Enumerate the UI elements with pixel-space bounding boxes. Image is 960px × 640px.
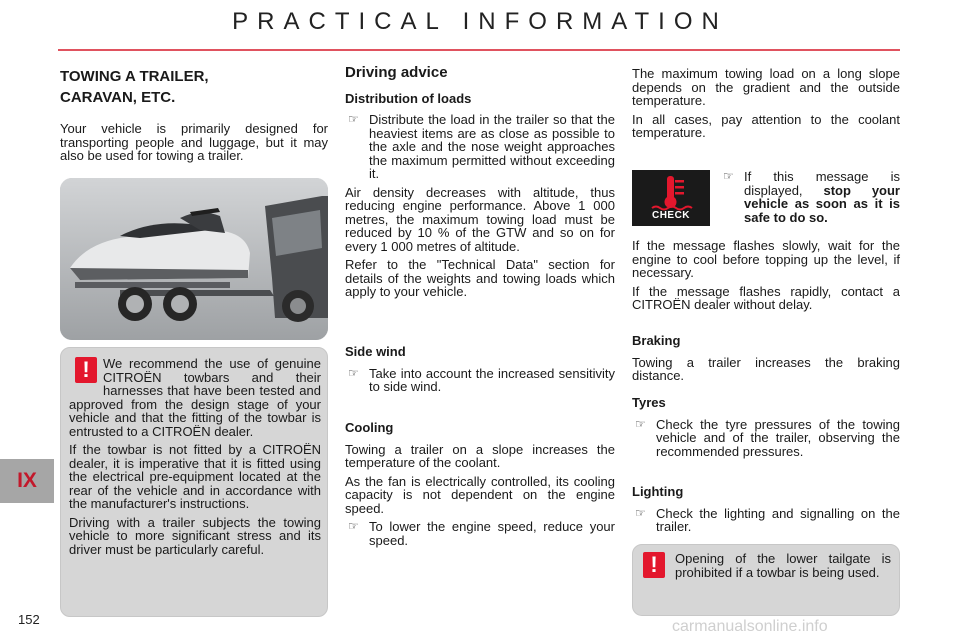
hand-pointer-icon: ☞	[348, 519, 359, 533]
left-column	[60, 66, 328, 168]
page-title: PRACTICAL INFORMATION	[232, 8, 728, 35]
check-label: CHECK	[651, 210, 691, 221]
warning-paragraph-3: Driving with a trailer subjects the towing vehicle to more significant stress and its driver must be particularly careful.	[69, 514, 321, 557]
cooling-paragraph-1: Towing a trailer on a slope increases the temperature of the coolant.	[345, 441, 615, 470]
section-tab: IX	[0, 459, 54, 503]
braking-heading: Braking	[632, 333, 681, 348]
section-title-line1: TOWING A TRAILER,	[60, 68, 209, 85]
driving-advice-heading: Driving advice	[345, 64, 448, 81]
lighting-bullet: ☞ Check the lighting and signalling on the trailer.	[635, 505, 900, 534]
intro-text: Your vehicle is primarily designed for transporting people and luggage, but it may also be used for towing a trailer.	[60, 121, 328, 163]
middle-column	[345, 66, 615, 304]
braking-paragraph: Towing a trailer increases the braking distance.	[632, 354, 900, 383]
warning-paragraph-1: We recommend the use of genuine CITROËN towbars and their harnesses that have been tested and approved from the design stage of your vehicle and that the fitting of the towbar is entrusted to a CITROËN dealer.	[69, 356, 321, 439]
hand-pointer-icon: ☞	[723, 169, 734, 183]
header-divider	[58, 49, 900, 51]
braking-section	[632, 334, 900, 388]
coolant-check-warning-light	[632, 170, 710, 226]
tyres-heading: Tyres	[632, 395, 666, 410]
flash-rapid-paragraph: If the message flashes rapidly, contact a CITROËN dealer without delay.	[632, 283, 900, 312]
section-title-line2: CARAVAN, ETC.	[60, 89, 176, 106]
warning-icon-spacer	[69, 357, 103, 397]
jetski-trailer-illustration	[60, 178, 328, 340]
right-column-top	[632, 67, 900, 145]
tyres-section	[632, 396, 900, 463]
stop-message-bullet: ☞ If this message is displayed, stop your vehicle as soon as it is safe to do so.	[723, 169, 900, 225]
side-wind-heading: Side wind	[345, 344, 406, 359]
cooling-bullet: ☞ To lower the engine speed, reduce your speed.	[348, 519, 615, 548]
tailgate-warning-box	[632, 544, 900, 616]
altitude-paragraph: Air density decreases with altitude, thus reducing engine performance. Above 1 000 metres, the maximum towing load must be reduced by 10 % of the GTW and so on for every 1 000 metres of altitude.	[345, 184, 615, 254]
technical-data-paragraph: Refer to the "Technical Data" section for details of the weights and towing loads which apply to your vehicle.	[345, 257, 615, 299]
coolant-paragraph: In all cases, pay attention to the coolant temperature.	[632, 111, 900, 140]
flash-slow-paragraph: If the message flashes slowly, wait for the engine to cool before topping up the level, if necessary.	[632, 238, 900, 280]
warning-icon: !	[75, 357, 97, 383]
hand-pointer-icon: ☞	[635, 505, 646, 520]
cooling-paragraph-2: As the fan is electrically controlled, its cooling capacity is not dependent on the engine speed.	[345, 473, 615, 516]
lighting-section	[632, 485, 900, 539]
stop-instruction: stop your vehicle as soon as it is safe to do so.	[744, 182, 900, 225]
hand-pointer-icon: ☞	[348, 112, 359, 126]
side-wind-bullet: ☞ Take into account the increased sensitivity to side wind.	[348, 365, 615, 394]
hand-pointer-icon: ☞	[635, 416, 646, 431]
cooling-section	[345, 421, 615, 552]
hand-pointer-icon: ☞	[348, 365, 359, 380]
side-wind-section	[345, 345, 615, 399]
tailgate-warning-text: Opening of the lower tailgate is prohibited if a towbar is being used.	[675, 551, 891, 580]
trailer-illustration	[60, 178, 328, 340]
towbar-warning-text	[69, 357, 321, 561]
warning-icon: !	[643, 552, 665, 578]
distribution-bullet: ☞ Distribute the load in the trailer so that the heaviest items are as close as possible to the axle and the nose weight approaches the maximum permitted without exceeding it.	[348, 112, 615, 181]
page-number: 152	[18, 612, 40, 627]
warning-paragraph-2: If the towbar is not fitted by a CITROËN dealer, it is imperative that it is fitted using the electrical pre-equipment located at the rear of the vehicle and in accordance with the manufacturer's instructions.	[69, 442, 321, 511]
stop-message	[720, 170, 900, 229]
watermark: carmanualsonline.info	[672, 618, 828, 635]
cooling-heading: Cooling	[345, 420, 394, 435]
distribution-heading: Distribution of loads	[345, 90, 472, 106]
towing-load-paragraph: The maximum towing load on a long slope depends on the gradient and the outside temperature.	[632, 66, 900, 108]
towbar-warning-box	[60, 347, 328, 617]
message-flash-section	[632, 239, 900, 317]
tyres-bullet: ☞ Check the tyre pressures of the towing vehicle and of the trailer, observing the recommended pressures.	[635, 416, 900, 459]
lighting-heading: Lighting	[632, 484, 684, 499]
